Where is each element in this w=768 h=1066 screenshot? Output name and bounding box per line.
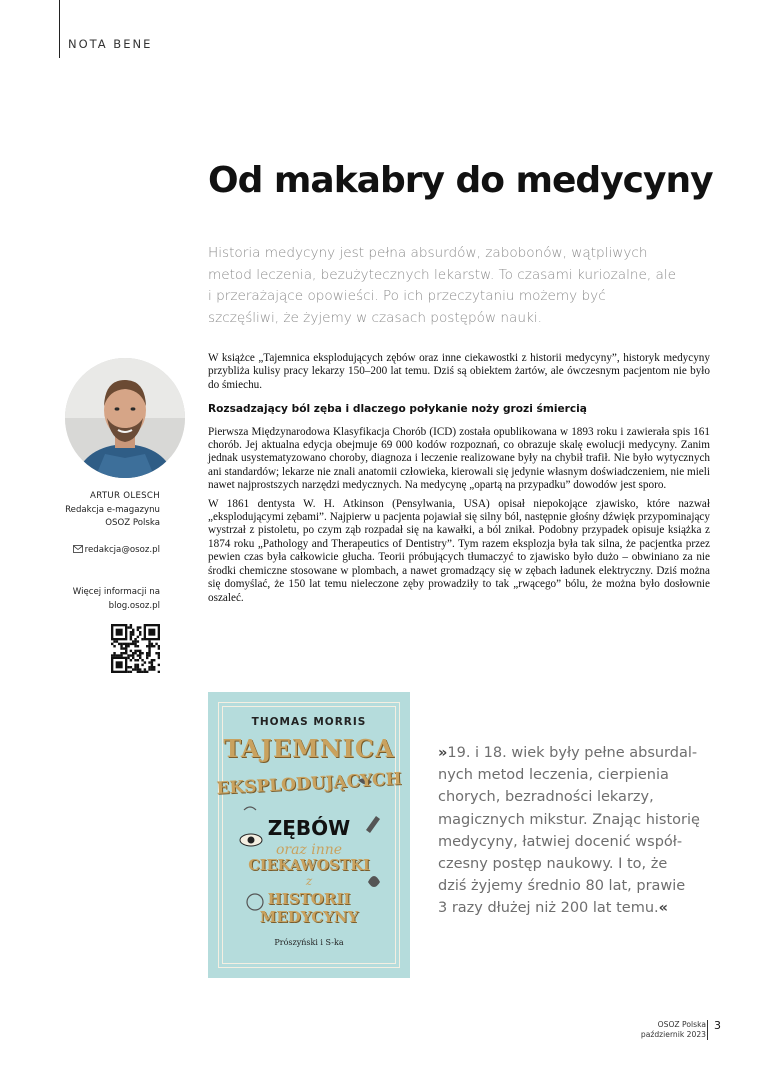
header-rule [59,0,60,58]
book-title-line-7: HISTORII [267,890,351,908]
more-info-label: Więcej informacji na [72,587,160,597]
quote-line: »19. i 18. wiek były pełne absurdal- [438,745,698,761]
article-body [208,352,710,610]
book-title-line-2: EKSPLODUJĄCYCH [215,769,403,799]
book-title-line-3: ZĘBÓW [267,816,351,840]
quote-open-mark: » [438,745,448,761]
author-info [30,490,160,558]
book-cover [208,692,410,978]
quote-line: chorych, bezradności lekarzy, [438,789,654,806]
article-lead: Historia medycyny jest pełna absurdów, zabobonów, wątpliwych metod leczenia, bezużytecznych lekarstw. To czasami kuriozalne, ale i przerażające opowieści. Po ich przeczytaniu możemy być szczęśliwi, że żyjemy w czasach postępów nauki. [208,245,677,326]
footer-divider [707,1020,708,1040]
article-intro: W książce „Tajemnica eksplodujących zębów oraz inne ciekawostki z historii medycyny”, historyk medycyny przybliża kulisy pracy lekarzy 150–200 lat temu. Dziś są obiektem żartów, ale ówczesnym pacjentom nie było do śmiechu. [208,352,710,391]
article-paragraph-1: Pierwsza Międzynarodowa Klasyfikacja Chorób (ICD) została opublikowana w 1893 roku i zawierała spis 161 chorób. Jej aktualna edycja obejmuje 69 000 kodów rozpoznań, co obrazuje skalę ewolucji medycyny. Zanim jednak usystematyzowano choroby, diagnoza i leczenie realizowane były na chybił trafił. Nie było wytycznych ani standardów; lekarze nie znali anatomii człowieka, kierowali się jedynie własnym doświadczeniem, nie mieli nawet najprostszych narzędzi medycznych. Na medycynę „opartą na przypadku” dowodów jest sporo. [208,425,710,492]
article-paragraph-2: W 1861 dentysta W. H. Atkinson (Pensylwania, USA) opisał niepokojące zjawisko, które nazwał „eksplodującymi zębami”. Najpierw u pacjenta pojawiał się silny ból, następnie głośny dźwięk przypominający wystrzał z pistoletu, po czym ząb rozpadał się na kawałki, a ból znikał. Podobny przypadek opisuje książka z 1874 roku „Pathology and Therapeutics of Dentistry”. Tym razem eksplozja była tak silna, że pacjentka przez pewien czas była całkowicie głucha. Teorii próbujących tłumaczyć to zjawisko było dużo – obwiniano za nie środki chemiczne stosowane w plombach, a nawet gromadzący się w zębach ładunek elektryczny. Dziś można się domyślać, że 150 lat temu nieleczone zęby prowadziły to tak „rwącego” bólu, że można było dosłownie oszaleć. [208,497,710,604]
quote-line: magicznych mikstur. Znając historię [438,811,700,828]
author-name: ARTUR OLESCH [90,491,160,501]
quote-line: czesny postęp naukowy. I to, że [438,856,668,873]
article-subhead: Rozsadzający ból zęba i dlaczego połykanie noży grozi śmiercią [208,403,587,416]
quote-line: nych metod leczenia, cierpienia [438,767,669,784]
footer-magazine: OSOZ Polska [657,1020,706,1029]
section-label: NOTA BENE [68,37,153,51]
book-title-line-8: MEDYCYNY [259,908,359,926]
pull-quote [438,742,723,920]
quote-line: dziś żyjemy średnio 80 lat, prawie [438,878,686,895]
article-title: Od makabry do medycyny [208,160,713,201]
quote-close-mark: « [658,900,669,917]
author-email-row[interactable] [30,544,160,559]
book-title-line-5: CIEKAWOSTKI [248,857,370,874]
author-organization: OSOZ Polska [105,518,160,528]
book-publisher: Prószyński i S-ka [274,938,344,947]
book-author: THOMAS MORRIS [251,716,367,728]
qr-code[interactable] [111,624,160,673]
book-title-line-6: z [305,874,313,888]
quote-line: medycyny, łatwiej docenić współ- [438,833,683,850]
quote-line: 3 razy dłużej niż 200 lat temu.« [438,900,669,917]
footer-publication [641,1020,706,1040]
author-email-link[interactable]: redakcja@osoz.pl [84,544,160,555]
author-role: Redakcja e-magazynu [65,504,160,515]
blog-link[interactable]: blog.osoz.pl [108,600,160,611]
author-photo [65,358,185,478]
footer-issue: październik 2023 [640,1030,706,1039]
more-info [30,586,160,613]
page-number: 3 [714,1019,721,1032]
book-title-line-1: TAJEMNICA [223,734,395,763]
mail-icon [73,545,83,559]
book-title-line-4: oraz inne [275,842,343,858]
